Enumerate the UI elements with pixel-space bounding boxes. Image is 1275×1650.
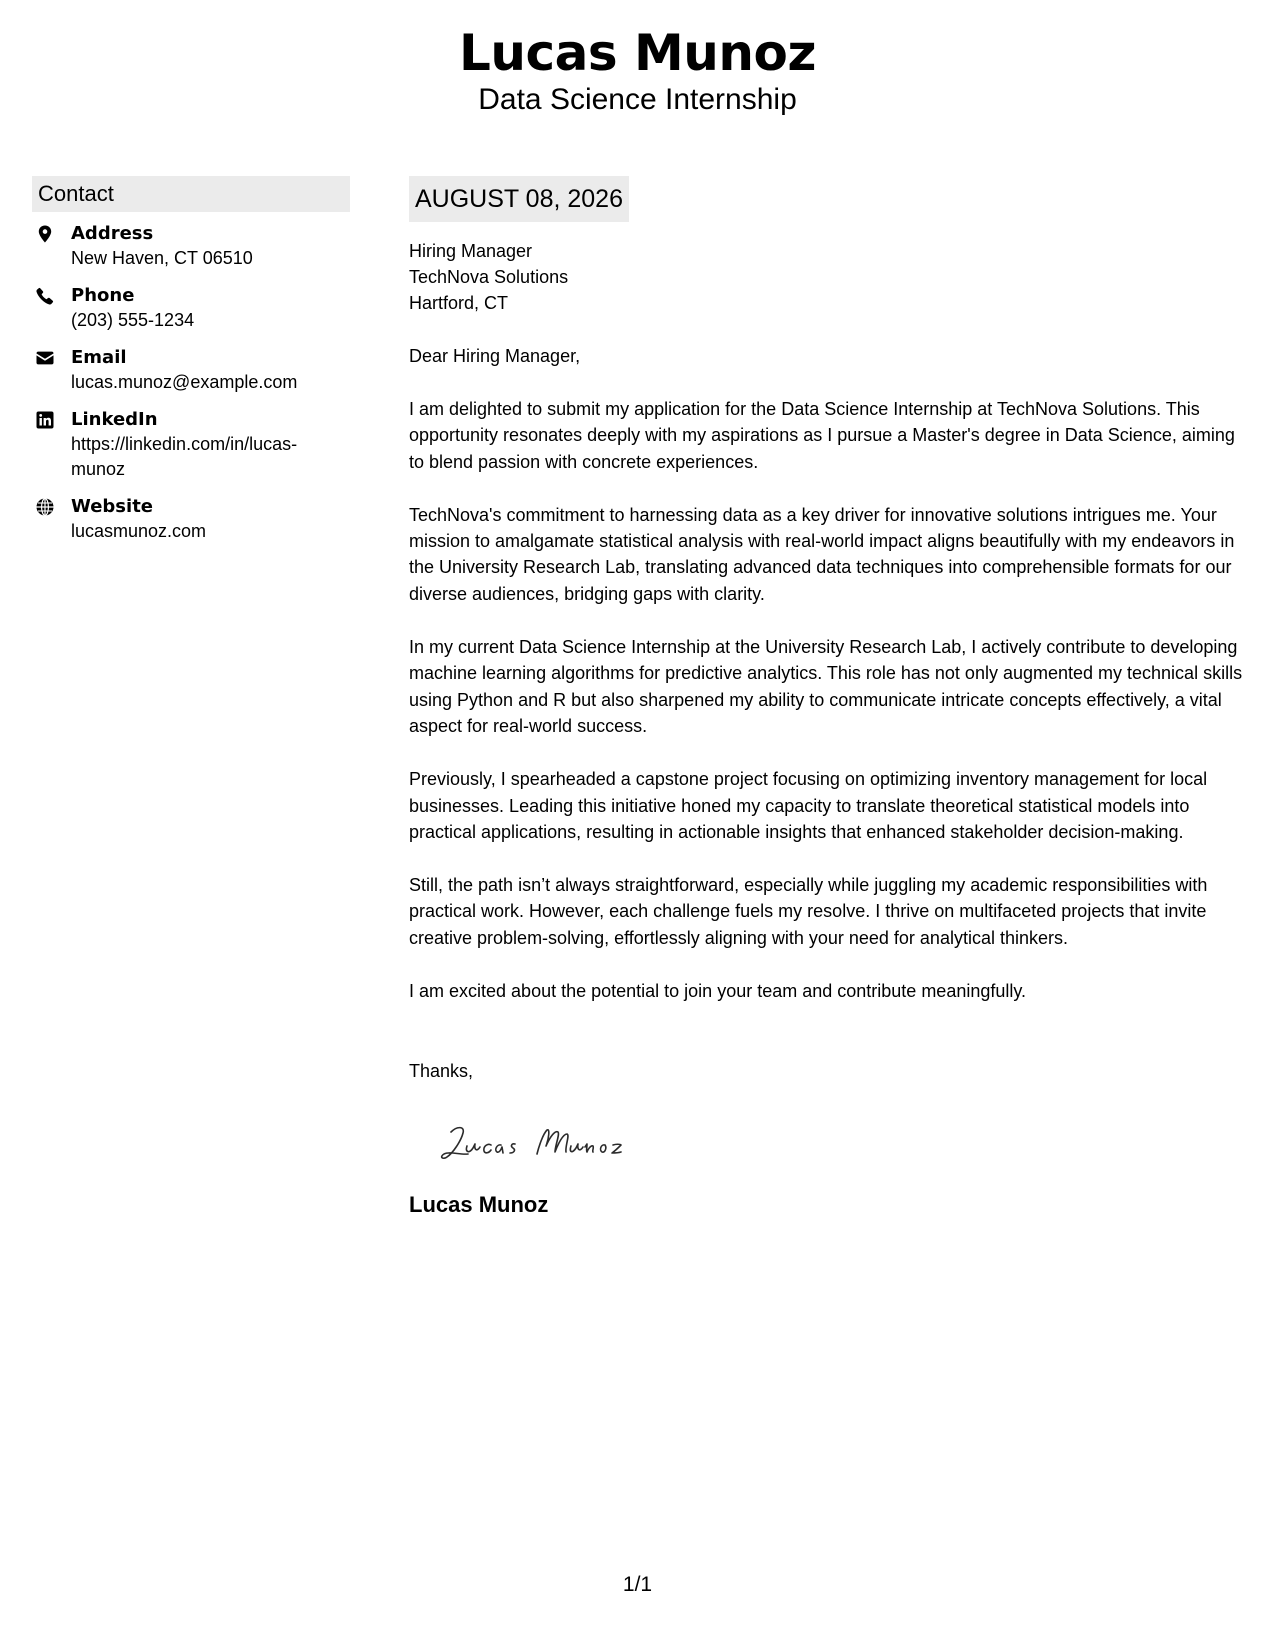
recipient-company: TechNova Solutions xyxy=(409,267,569,287)
recipient-title: Hiring Manager xyxy=(409,241,533,261)
contact-value[interactable]: lucasmunoz.com xyxy=(71,521,207,541)
contact-item-website xyxy=(32,495,350,544)
position-title: Data Science Internship xyxy=(478,83,797,116)
contact-item-linkedin xyxy=(32,408,350,482)
letter-body xyxy=(409,176,1251,1219)
contact-label: Phone xyxy=(71,285,135,306)
salutation: Dear Hiring Manager, xyxy=(409,346,581,366)
contact-value[interactable]: https://linkedin.com/in/lucas-munoz xyxy=(71,434,298,479)
handwritten-signature xyxy=(433,1118,653,1170)
contact-sidebar xyxy=(32,176,350,557)
body-paragraph: Still, the path isn’t always straightforward, especially while juggling my academic responsibilities with practical work. However, each challenge fuels my resolve. I thrive on multifaceted projects that invite creative problem-solving, effortlessly aligning with your need for analytical thinkers. xyxy=(409,875,1208,948)
recipient-location: Hartford, CT xyxy=(409,293,509,313)
contact-label: Website xyxy=(71,496,154,517)
page-number: 1/1 xyxy=(622,1573,653,1596)
body-paragraph: In my current Data Science Internship at the University Research Lab, I actively contribute to developing machine learning algorithms for predictive analytics. This role has not only augmented my technical skills using Python and R but also sharpened my ability to communicate intricate concepts effectively, a vital aspect for real-world success. xyxy=(409,637,1243,736)
contact-item-address xyxy=(32,222,350,271)
contact-value: (203) 555-1234 xyxy=(71,310,195,330)
body-paragraph: I am delighted to submit my application for the Data Science Internship at TechNova Solutions. This opportunity resonates deeply with my aspirations as I pursue a Master's degree in Data Science, aiming to blend passion with concrete experiences. xyxy=(409,399,1235,472)
applicant-name: Lucas Munoz xyxy=(459,24,816,82)
closing: Thanks, xyxy=(409,1061,474,1082)
phone-icon xyxy=(35,286,55,306)
contact-item-phone xyxy=(32,284,350,333)
linkedin-icon xyxy=(35,410,55,430)
contact-heading: Contact xyxy=(32,176,350,212)
envelope-icon xyxy=(35,348,55,368)
contact-label: LinkedIn xyxy=(71,409,158,430)
contact-label: Email xyxy=(71,347,127,368)
signed-name: Lucas Munoz xyxy=(409,1192,549,1218)
contact-value[interactable]: lucas.munoz@example.com xyxy=(71,372,298,392)
body-paragraph: Previously, I spearheaded a capstone project focusing on optimizing inventory management for local businesses. Leading this initiative honed my capacity to translate theoretical statistical models into practical applications, resulting in actionable insights that enhanced stakeholder decision-making. xyxy=(409,769,1208,842)
contact-label: Address xyxy=(71,223,154,244)
body-paragraph: I am excited about the potential to join your team and contribute meaningfully. xyxy=(409,981,1027,1002)
contact-item-email xyxy=(32,346,350,395)
contact-list xyxy=(32,222,350,544)
contact-value: New Haven, CT 06510 xyxy=(71,248,253,268)
location-pin-icon xyxy=(35,224,55,244)
letter-date: AUGUST 08, 2026 xyxy=(409,176,629,222)
globe-icon xyxy=(35,497,55,517)
letter-header xyxy=(0,22,1275,118)
body-paragraph: TechNova's commitment to harnessing data as a key driver for innovative solutions intrigues me. Your mission to amalgamate statistical analysis with real-world impact aligns beautifully with my endeavors in the University Research Lab, translating advanced data techniques into comprehensible formats for our diverse audiences, bridging gaps with clarity. xyxy=(409,504,1235,604)
recipient-block xyxy=(409,238,1251,316)
